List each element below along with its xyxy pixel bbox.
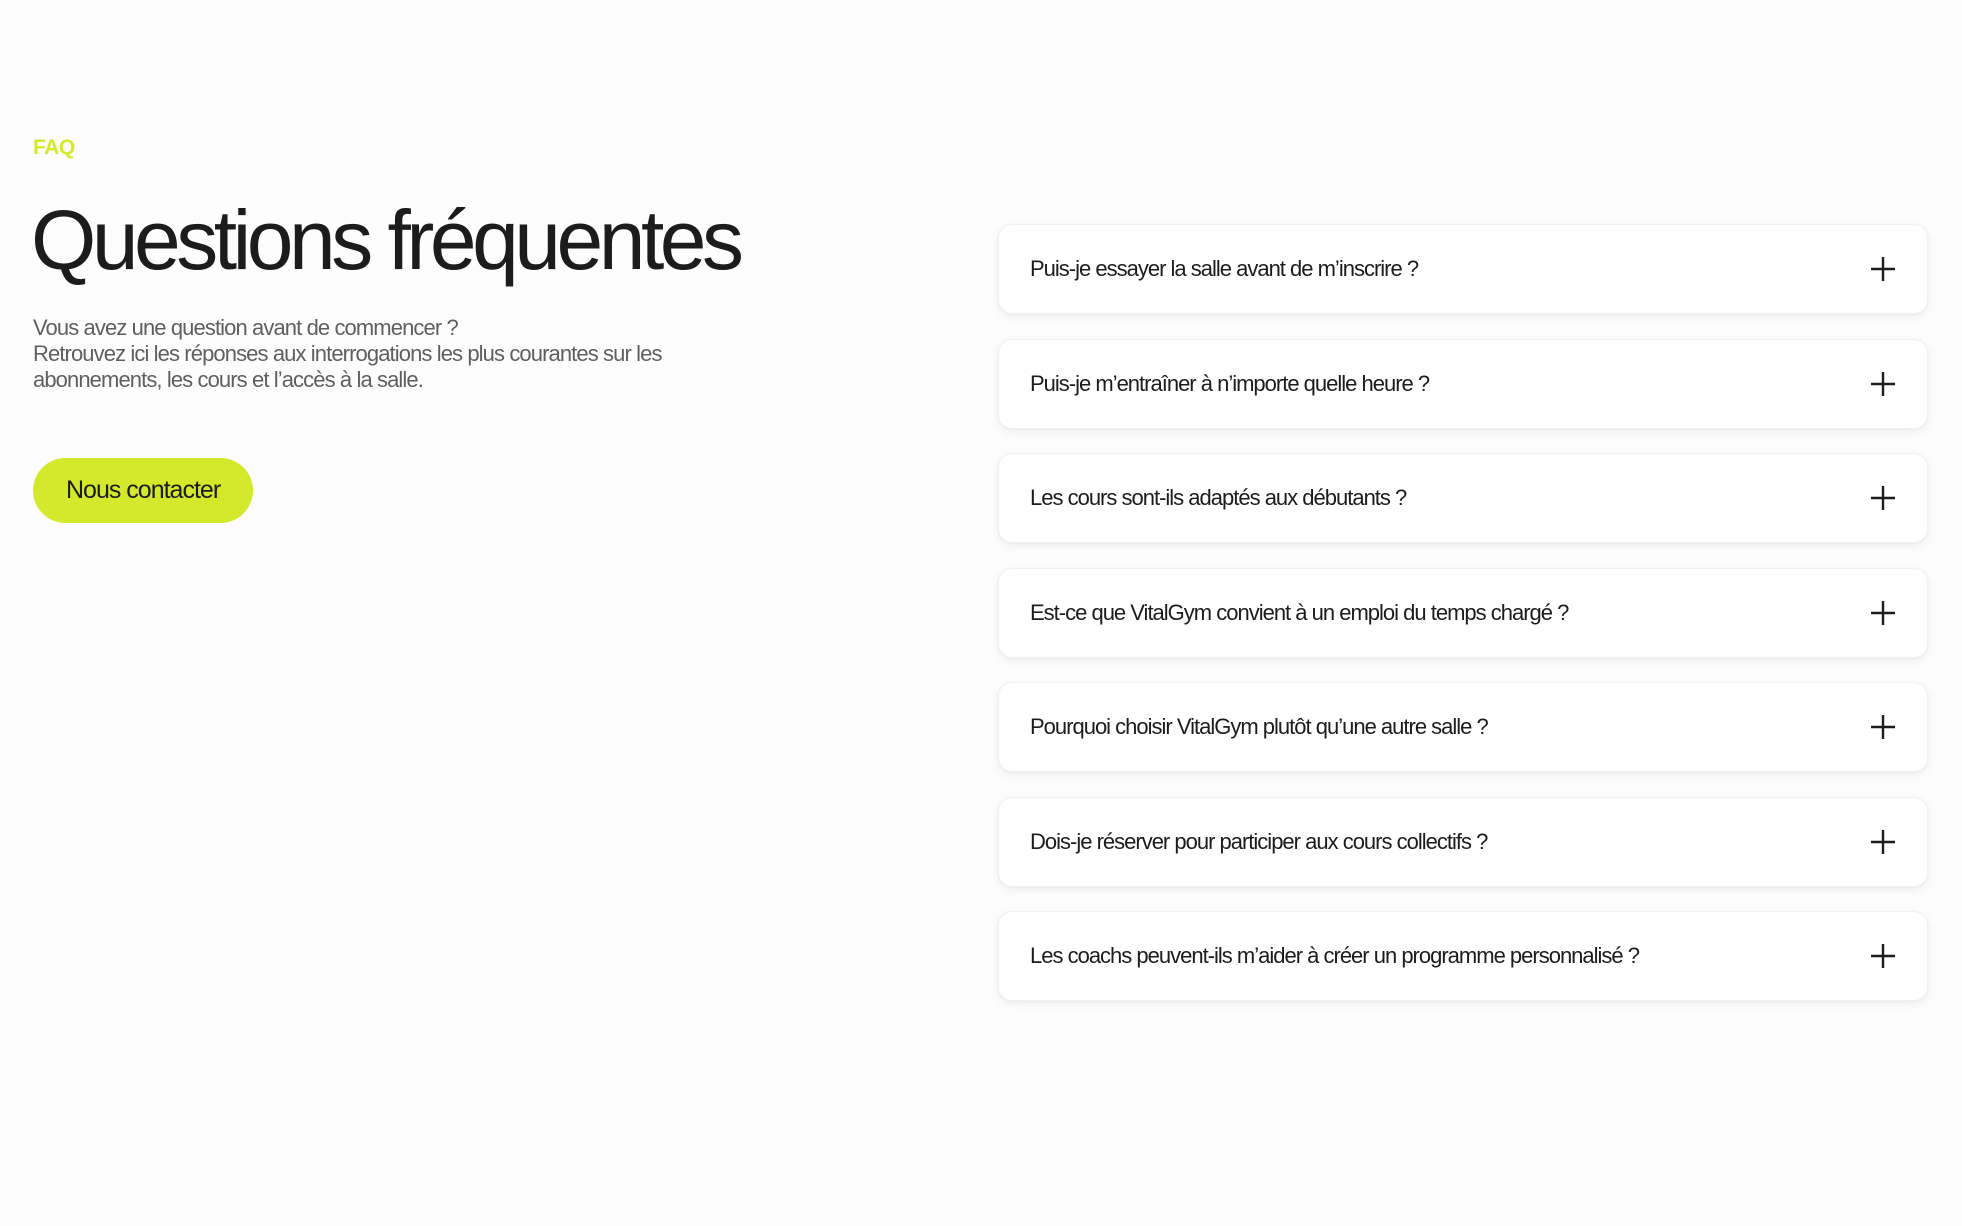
faq-item[interactable] xyxy=(998,453,1928,543)
intro-line: Retrouvez ici les réponses aux interrogations les plus courantes sur les xyxy=(33,341,662,366)
faq-item[interactable] xyxy=(998,911,1928,1001)
plus-icon[interactable] xyxy=(1869,599,1897,627)
faq-item[interactable] xyxy=(998,339,1928,429)
faq-question: Pourquoi choisir VitalGym plutôt qu’une autre salle ? xyxy=(1030,714,1488,739)
page-title: Questions fréquentes xyxy=(31,193,740,287)
faq-item[interactable] xyxy=(998,797,1928,887)
faq-question: Les cours sont-ils adaptés aux débutants ? xyxy=(1030,485,1407,510)
faq-item[interactable] xyxy=(998,682,1928,772)
faq-question: Les coachs peuvent-ils m’aider à créer un programme personnalisé ? xyxy=(1030,943,1640,968)
faq-question: Est-ce que VitalGym convient à un emploi du temps chargé ? xyxy=(1030,599,1569,625)
plus-icon[interactable] xyxy=(1869,942,1897,970)
intro-line: abonnements, les cours et l’accès à la salle. xyxy=(33,367,423,392)
intro-line: Vous avez une question avant de commencer ? xyxy=(33,315,458,340)
faq-accordion xyxy=(998,224,1928,1026)
plus-icon[interactable] xyxy=(1869,255,1897,283)
plus-icon[interactable] xyxy=(1869,370,1897,398)
faq-item[interactable] xyxy=(998,568,1928,658)
plus-icon[interactable] xyxy=(1869,828,1897,856)
section-eyebrow: FAQ xyxy=(33,136,75,159)
plus-icon[interactable] xyxy=(1869,484,1897,512)
faq-question: Puis-je m’entraîner à n’importe quelle heure ? xyxy=(1030,370,1430,396)
faq-question: Dois-je réserver pour participer aux cours collectifs ? xyxy=(1030,828,1488,854)
section-intro xyxy=(33,315,773,393)
contact-button[interactable]: Nous contacter xyxy=(33,458,253,523)
faq-question: Puis-je essayer la salle avant de m’inscrire ? xyxy=(1030,256,1419,281)
plus-icon[interactable] xyxy=(1869,713,1897,741)
faq-item[interactable] xyxy=(998,224,1928,314)
